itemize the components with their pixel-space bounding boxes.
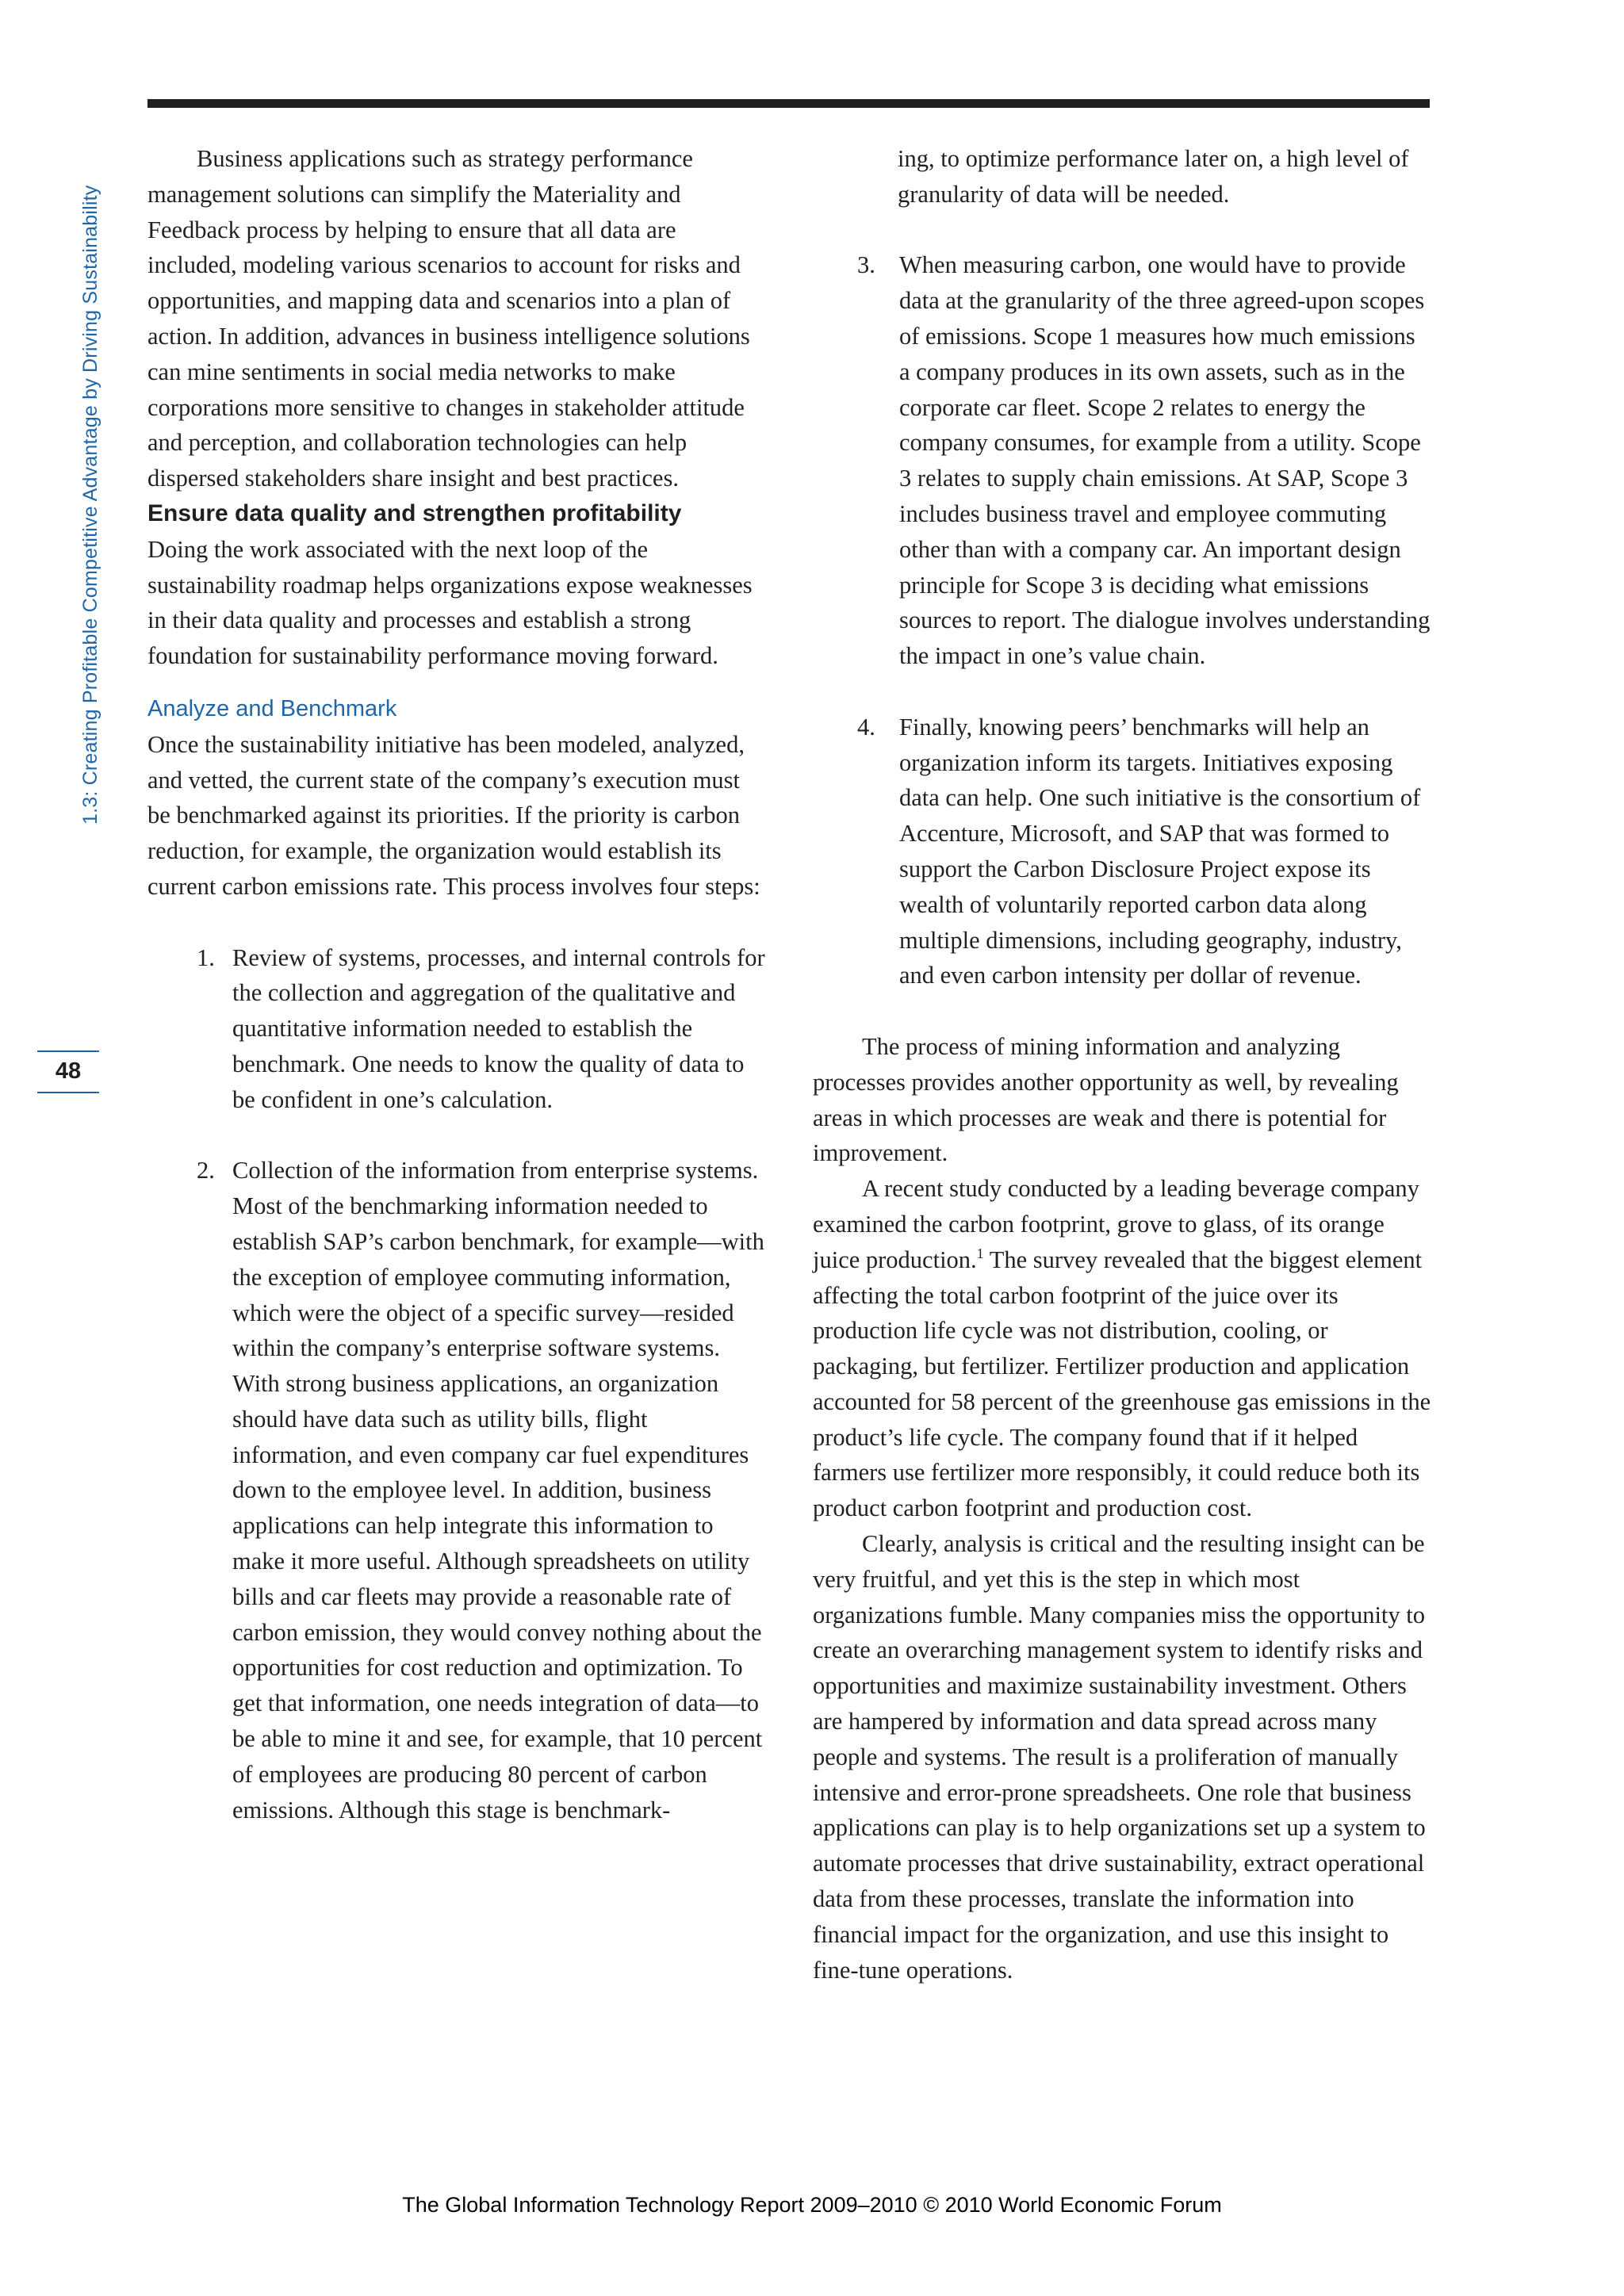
list-item-number: 1. <box>197 943 215 971</box>
list-item-continuation: ing, to optimize performance later on, a high level of granularity of data will be needed. <box>898 145 1409 208</box>
left-column <box>147 141 766 1827</box>
running-title: 1.3: Creating Profitable Competitive Advantage by Driving Sustainability <box>79 185 102 825</box>
paragraph-text: The survey revealed that the biggest element affecting the total carbon footprint of the juice over its production life cycle was not distribution, cooling, or packaging, but fertilizer. Fertilizer production and application accounted for 58 percent of the greenhouse gas emissions in the product’s life cycle. The company found that if it helped farmers use fertilizer more responsibly, it could reduce both its product carbon footprint and production cost. <box>813 1246 1431 1522</box>
body-paragraph-with-footnote <box>813 1171 1431 1526</box>
section-heading: Ensure data quality and strengthen profitability <box>147 499 682 526</box>
right-column <box>813 141 1431 1988</box>
footer-copyright: The Global Information Technology Report 2009–2010 © 2010 World Economic Forum <box>402 2193 1222 2217</box>
list-item-text: When measuring carbon, one would have to provide data at the granularity of the three agreed-upon scopes of emissions. Scope 1 measures how much emissions a company produces in its own assets, such as in the corporate car fleet. Scope 2 relates to energy the company consumes, for example from a utility. Scope 3 relates to supply chain emissions. At SAP, Scope 3 includes business travel and employee commuting other than with a company car. An important design principle for Scope 3 is deciding what emissions sources to report. The dialogue involves understanding the impact in one’s value chain. <box>899 251 1431 670</box>
list-item-number: 4. <box>857 713 875 740</box>
page-number-rule-top <box>37 1050 99 1052</box>
page-number: 48 <box>55 1058 82 1084</box>
list-item <box>813 710 1431 993</box>
page-number-marker <box>37 1050 99 1093</box>
list-item-text: Review of systems, processes, and internal controls for the collection and aggregation of the qualitative and quantitative information needed to establish the benchmark. One needs to know the quality of data to be confident in one’s calculation. <box>232 943 765 1113</box>
top-rule <box>147 99 1430 108</box>
list-item-text: Finally, knowing peers’ benchmarks will help an organization inform its targets. Initiatives exposing data can help. One such initiative is the consortium of Accenture, Microsoft, and SAP that was formed to support the Carbon Disclosure Project expose its wealth of voluntarily reported carbon data along multiple dimensions, including geography, industry, and even carbon intensity per dollar of revenue. <box>899 713 1421 989</box>
subsection-paragraph: Once the sustainability initiative has been modeled, analyzed, and vetted, the current state of the company’s execution must be benchmarked against its priorities. If the priority is carbon reduction, for example, the organization would establish its current carbon emissions rate. This process involves four steps: <box>147 730 760 900</box>
page-number-rule-bottom <box>37 1092 99 1093</box>
intro-paragraph: Business applications such as strategy performance management solutions can simplify the Materiality and Feedback process by helping to ensure that all data are included, modeling various scenarios to account for risks and opportunities, and mapping data and scenarios into a plan of action. In addition, advances in business intelligence solutions can mine sentiments in social media networks to make corporations more sensitive to changes in stakeholder attitude and perception, and collaboration technologies can help dispersed stakeholders share insight and best practices. <box>147 145 750 492</box>
paragraph-text: A recent study conducted by a leading beverage company examined the carbon footprint, grove to glass, of its orange juice production. <box>813 1175 1419 1273</box>
list-item-number: 3. <box>857 251 875 279</box>
footnote-marker: 1 <box>976 1245 984 1261</box>
body-paragraph: The process of mining information and analyzing processes provides another opportunity as well, by revealing areas in which processes are weak and there is potential for improvement. <box>813 1032 1399 1167</box>
list-item <box>147 940 766 1118</box>
list-item-number: 2. <box>197 1157 215 1184</box>
list-item <box>813 247 1431 674</box>
section-paragraph: Doing the work associated with the next loop of the sustainability roadmap helps organizations expose weaknesses in their data quality and processes and establish a strong foundation for sustainability performance moving forward. <box>147 535 753 670</box>
list-item-text: Collection of the information from enterprise systems. Most of the benchmarking information needed to establish SAP’s carbon benchmark, for example—with the exception of employee commuting information, which were the object of a specific survey—resided within the company’s enterprise software systems. With strong business applications, an organization should have data such as utility bills, flight information, and even company car fuel expenditures down to the employee level. In addition, business applications can help integrate this information to make it more useful. Although spreadsheets on utility bills and car fleets may provide a reasonable rate of carbon emission, they would convey nothing about the opportunities for cost reduction and optimization. To get that information, one needs integration of data—to be able to mine it and see, for example, that 10 percent of employees are producing 80 percent of carbon emissions. Although this stage is benchmark- <box>232 1157 764 1823</box>
list-item <box>147 1153 766 1827</box>
subheading: Analyze and Benchmark <box>147 695 397 721</box>
body-paragraph: Clearly, analysis is critical and the resulting insight can be very fruitful, and yet this is the step in which most organizations fumble. Many companies miss the opportunity to create an overarching management system to identify risks and opportunities and maximize sustainability investment. Others are hampered by information and data spread across many people and systems. The result is a proliferation of manually intensive and error-prone spreadsheets. One role that business applications can play is to help organizations set up a system to automate processes that drive sustainability, extract operational data from these processes, translate the information into financial impact for the organization, and use this insight to fine-tune operations. <box>813 1530 1426 1984</box>
